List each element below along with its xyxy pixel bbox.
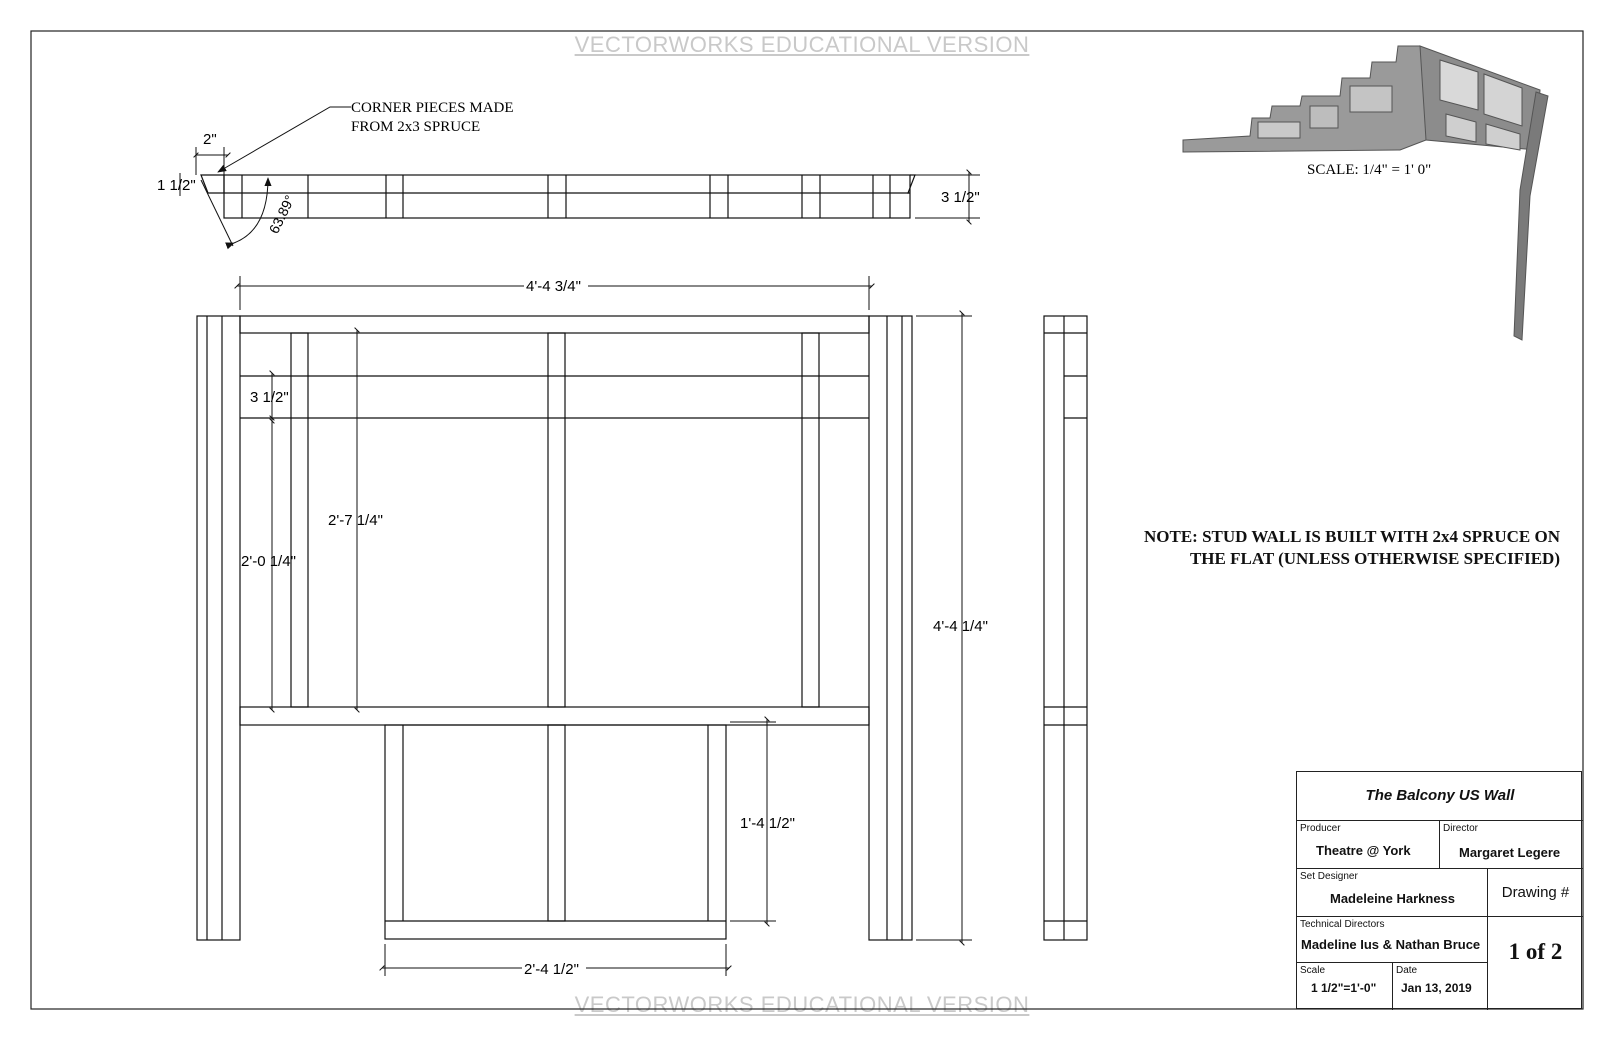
producer-value: Theatre @ York	[1316, 843, 1411, 858]
title-cell	[1297, 772, 1583, 821]
td-cell	[1297, 917, 1488, 963]
producer-cell	[1297, 821, 1440, 869]
construction-note	[1144, 526, 1560, 570]
dim-upper-height: 2'-7 1/4"	[328, 512, 383, 529]
producer-label: Producer	[1300, 823, 1341, 834]
callout-line-2: FROM 2x3 SPRUCE	[351, 119, 481, 135]
scale-value: 1 1/2"=1'-0"	[1311, 981, 1377, 995]
dim-top-height: 1 1/2"	[157, 177, 196, 194]
front-elevation	[197, 316, 912, 940]
drawing-number-cell	[1488, 869, 1583, 917]
td-value: Madeline Ius & Nathan Bruce	[1301, 937, 1481, 952]
drawing-title: The Balcony US Wall	[1365, 787, 1515, 804]
director-cell	[1440, 821, 1583, 869]
date-value: Jan 13, 2019	[1401, 981, 1472, 995]
sheet-number: 1 of 2	[1508, 939, 1563, 964]
date-label: Date	[1396, 965, 1418, 976]
dim-panel-height: 2'-0 1/4"	[241, 553, 296, 570]
director-value: Margaret Legere	[1459, 845, 1561, 860]
set-designer-cell	[1297, 869, 1488, 917]
dim-overall-height: 4'-4 1/4"	[933, 618, 988, 635]
model-thumbnail	[1183, 46, 1548, 340]
title-block	[1296, 771, 1582, 1009]
watermark-bottom: VECTORWORKS EDUCATIONAL VERSION	[574, 992, 1030, 1017]
note-line-2: THE FLAT (UNLESS OTHERWISE SPECIFIED)	[1189, 549, 1560, 568]
note-line-1: NOTE: STUD WALL IS BUILT WITH 2x4 SPRUCE ON	[1143, 527, 1560, 546]
set-designer-label: Set Designer	[1300, 871, 1358, 882]
dim-top-thickness: 3 1/2"	[941, 189, 980, 206]
top-view-dimensions	[180, 107, 980, 246]
date-cell	[1393, 963, 1488, 1010]
dim-lower-width: 2'-4 1/2"	[524, 961, 579, 978]
drawing-number-label: Drawing #	[1501, 884, 1570, 901]
scale-label: Scale	[1300, 965, 1326, 976]
callout-line-1: CORNER PIECES MADE	[351, 100, 514, 116]
sheet-cell	[1488, 917, 1583, 1010]
top-view	[201, 175, 915, 218]
dim-top-width: 2"	[203, 131, 217, 148]
dim-rail-gap: 3 1/2"	[250, 389, 289, 406]
dim-lower-height: 1'-4 1/2"	[740, 815, 795, 832]
dim-overall-width: 4'-4 3/4"	[526, 278, 581, 295]
dim-angle: 63.89°	[265, 192, 298, 237]
front-dimensions	[237, 276, 972, 976]
model-scale: SCALE: 1/4" = 1' 0"	[1307, 162, 1432, 178]
watermark-top: VECTORWORKS EDUCATIONAL VERSION	[574, 32, 1030, 57]
set-designer-value: Madeleine Harkness	[1330, 891, 1456, 906]
director-label: Director	[1443, 823, 1479, 834]
scale-cell	[1297, 963, 1393, 1010]
td-label: Technical Directors	[1300, 919, 1385, 930]
side-elevation	[1044, 316, 1087, 940]
